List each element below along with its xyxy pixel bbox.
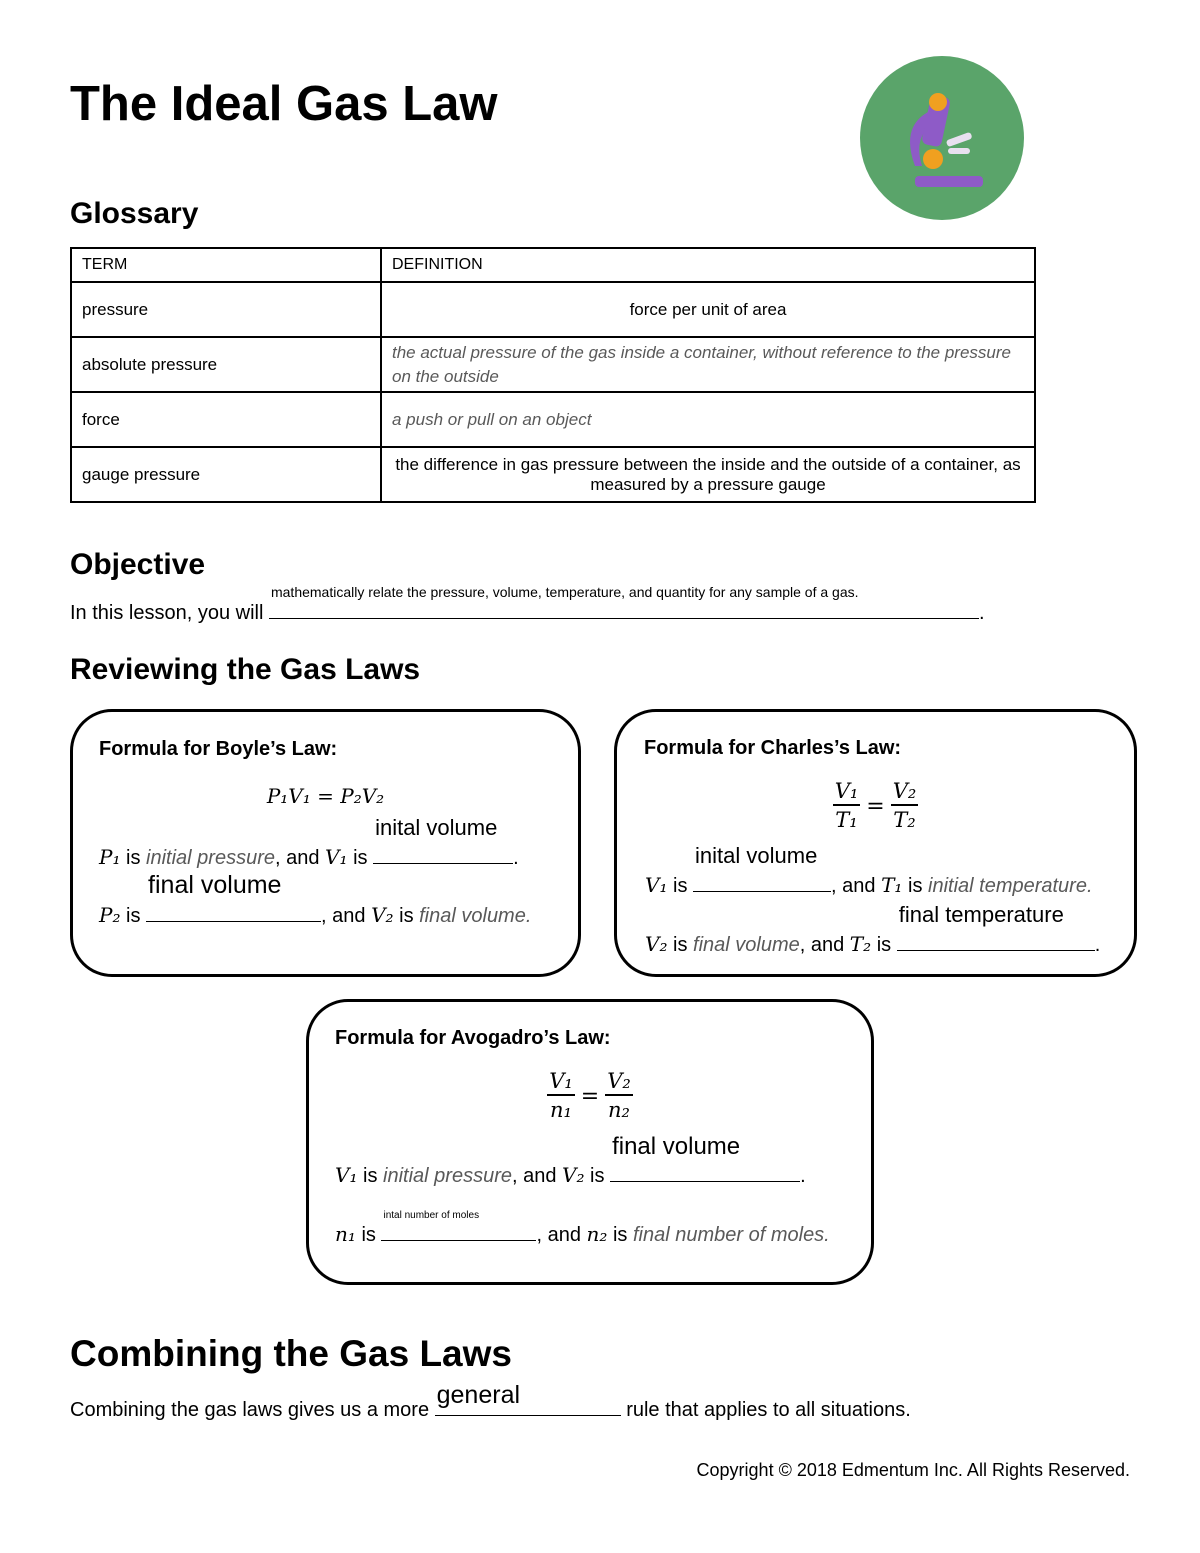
text: is	[902, 875, 928, 897]
combining-answer: general	[436, 1381, 521, 1409]
avogadro-hint-1: initial pressure	[383, 1165, 512, 1187]
table-row	[71, 282, 1035, 337]
denominator: n₂	[608, 1098, 630, 1122]
boyle-hint-1: initial pressure	[146, 847, 275, 869]
col-definition-header: DEFINITION	[381, 248, 1035, 282]
fraction	[833, 778, 861, 834]
combining-suffix: rule that applies to all situations.	[626, 1399, 911, 1421]
text: is	[120, 905, 147, 927]
text: , and	[275, 847, 326, 869]
fraction	[891, 778, 919, 834]
text: , and	[799, 934, 850, 956]
avogadro-answer-1: final volume	[612, 1133, 741, 1160]
table-row	[71, 337, 1035, 392]
glossary-heading: Glossary	[70, 197, 199, 230]
page-title: The Ideal Gas Law	[70, 77, 498, 131]
objective-line	[70, 584, 985, 625]
boyle-answer-1-field[interactable]	[373, 815, 513, 864]
boyle-title: Formula for Boyle’s Law:	[99, 738, 338, 760]
definition-cell: force per unit of area	[381, 282, 1035, 337]
definition-cell: the actual pressure of the gas inside a container, without reference to the pressure on the outside	[381, 337, 1035, 392]
text: is	[667, 934, 694, 956]
v1-symbol: V₁	[335, 1163, 358, 1187]
boyle-answer-1: inital volume	[375, 815, 498, 840]
text: , and	[831, 875, 882, 897]
numerator: V₂	[605, 1068, 633, 1096]
avogadro-line-1	[335, 1133, 806, 1188]
equals-sign: =	[580, 1083, 600, 1109]
fraction	[547, 1068, 575, 1124]
avogadro-title: Formula for Avogadro’s Law:	[335, 1027, 611, 1049]
objective-heading: Objective	[70, 548, 206, 581]
charles-law-box	[614, 709, 1137, 977]
avogadro-answer-1-field[interactable]	[610, 1133, 800, 1182]
objective-prompt: In this lesson, you will	[70, 602, 264, 624]
avogadro-law-box	[306, 999, 874, 1285]
equals-sign: =	[866, 793, 885, 819]
microscope-icon	[860, 56, 1024, 220]
v2-symbol: V₂	[645, 932, 668, 956]
avogadro-hint-2: final number of moles.	[632, 1224, 830, 1246]
charles-answer-1: inital volume	[695, 843, 818, 868]
boyle-line-2	[99, 871, 532, 928]
term-cell: force	[71, 392, 381, 447]
p1-symbol: P₁	[99, 845, 121, 869]
objective-answer-field[interactable]	[269, 584, 979, 619]
definition-cell: the difference in gas pressure between the inside and the outside of a container, as measured by a pressure gauge	[381, 447, 1035, 502]
term-cell: gauge pressure	[71, 447, 381, 502]
boyle-law-box	[70, 709, 581, 977]
n1-symbol: n₁	[335, 1222, 356, 1246]
avogadro-line-2	[335, 1210, 830, 1247]
combining-answer-field[interactable]	[435, 1381, 621, 1416]
text: is	[871, 934, 897, 956]
objective-answer: mathematically relate the pressure, volume, temperature, and quantity for any sample of a gas.	[270, 584, 859, 600]
t2-symbol: T₂	[849, 932, 872, 956]
table-row	[71, 447, 1035, 502]
text: is	[393, 905, 420, 927]
charles-answer-2-field[interactable]	[897, 902, 1095, 951]
col-term-header: TERM	[71, 248, 381, 282]
text: is	[607, 1224, 633, 1246]
charles-line-1	[645, 843, 1093, 898]
glossary-table	[70, 247, 1036, 503]
text: is	[347, 847, 374, 869]
avogadro-formula	[309, 1068, 871, 1124]
boyle-formula: P₁V₁ = P₂V₂	[266, 784, 385, 808]
combining-line	[70, 1381, 911, 1422]
text: .	[1094, 934, 1101, 956]
numerator: V₁	[833, 778, 861, 806]
text: is	[584, 1165, 611, 1187]
text: , and	[321, 905, 372, 927]
numerator: V₂	[891, 778, 919, 806]
charles-title: Formula for Charles’s Law:	[644, 737, 902, 759]
avogadro-answer-2: intal number of moles	[383, 1210, 480, 1221]
boyle-answer-2: final volume	[148, 871, 282, 899]
text: is	[355, 1224, 382, 1246]
table-header-row	[71, 248, 1035, 282]
boyle-line-1	[99, 815, 519, 870]
charles-formula	[617, 778, 1134, 834]
copyright: Copyright © 2018 Edmentum Inc. All Rights Reserved.	[696, 1460, 1130, 1480]
v2-symbol: V₂	[371, 903, 394, 927]
boyle-answer-2-field[interactable]	[146, 871, 321, 922]
charles-line-2	[645, 902, 1101, 957]
table-row	[71, 392, 1035, 447]
term-cell: absolute pressure	[71, 337, 381, 392]
text: is	[357, 1165, 384, 1187]
v1-symbol: V₁	[645, 873, 668, 897]
text: , and	[536, 1224, 587, 1246]
combining-heading: Combining the Gas Laws	[70, 1333, 512, 1374]
p2-symbol: P₂	[99, 903, 121, 927]
term-cell: pressure	[71, 282, 381, 337]
denominator: T₁	[835, 808, 858, 832]
charles-hint-1: initial temperature.	[928, 875, 1093, 897]
text: is	[120, 847, 147, 869]
charles-answer-2: final temperature	[898, 902, 1064, 927]
t1-symbol: T₁	[881, 873, 903, 897]
charles-answer-1-field[interactable]	[693, 843, 831, 892]
review-heading: Reviewing the Gas Laws	[70, 653, 421, 686]
text: , and	[511, 1165, 563, 1187]
text: .	[513, 847, 519, 869]
objective-end: .	[978, 602, 985, 624]
charles-hint-2: final volume	[693, 934, 800, 956]
v2-symbol: V₂	[562, 1163, 585, 1187]
denominator: T₂	[893, 808, 916, 832]
numerator: V₁	[547, 1068, 575, 1096]
combining-prefix: Combining the gas laws gives us a more	[70, 1399, 430, 1421]
fraction	[605, 1068, 633, 1124]
definition-cell: a push or pull on an object	[381, 392, 1035, 447]
v1-symbol: V₁	[325, 845, 348, 869]
text: .	[800, 1165, 806, 1187]
avogadro-answer-2-field[interactable]	[381, 1210, 536, 1241]
text: is	[667, 875, 694, 897]
denominator: n₁	[550, 1098, 572, 1122]
boyle-hint-2: final volume.	[419, 905, 532, 927]
n2-symbol: n₂	[586, 1222, 608, 1246]
